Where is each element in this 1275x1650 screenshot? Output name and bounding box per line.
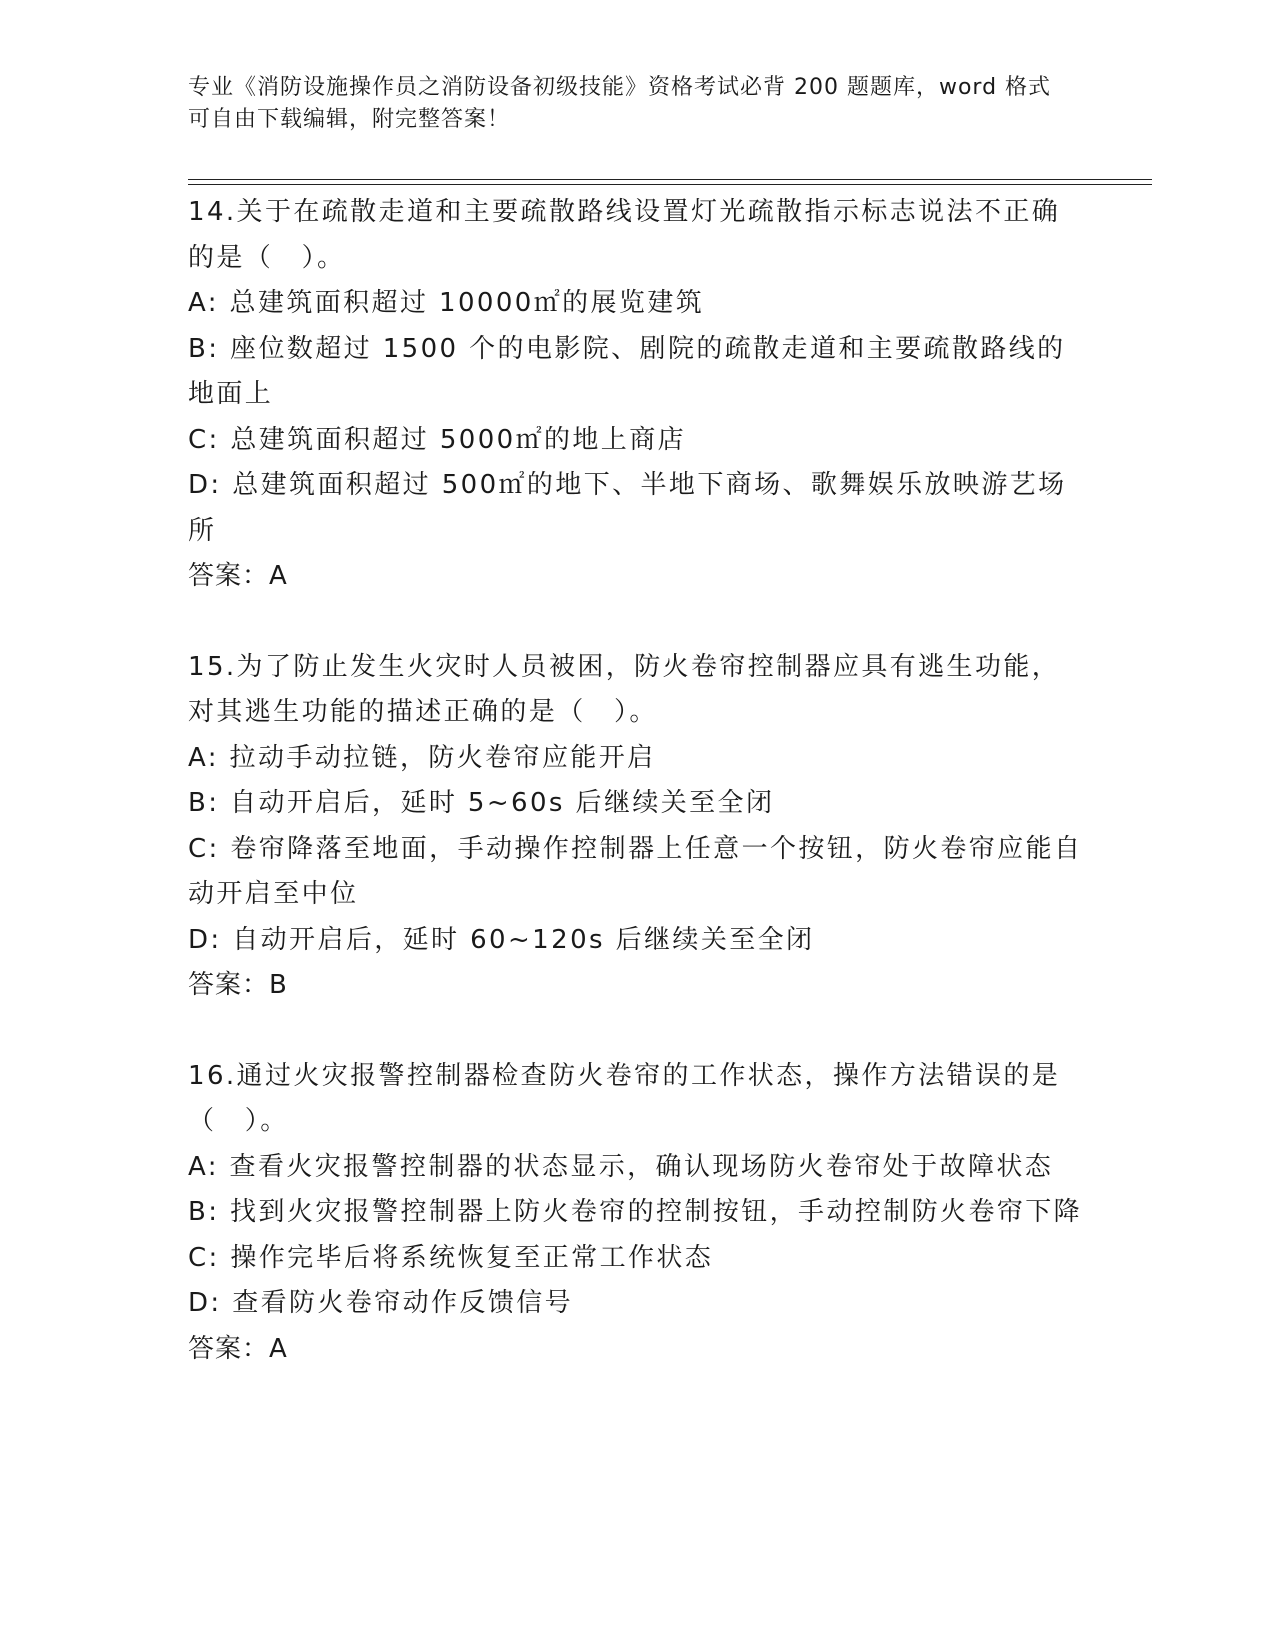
header-divider-bottom (188, 184, 1152, 185)
question-stem: 16.通过火灾报警控制器检查防火卷帘的工作状态，操作方法错误的是（ ）。 (188, 1060, 1061, 1136)
answer: 答案：A (188, 1333, 288, 1364)
option-b: B: 座位数超过 1500 个的电影院、剧院的疏散走道和主要疏散路线的地面上 (188, 333, 1066, 409)
question-15 (188, 645, 1088, 1009)
option-b: B: 找到火灾报警控制器上防火卷帘的控制按钮，手动控制防火卷帘下降 (188, 1197, 1083, 1227)
option-c: C: 操作完毕后将系统恢复至正常工作状态 (188, 1242, 714, 1273)
question-stem: 14.关于在疏散走道和主要疏散路线设置灯光疏散指示标志说法不正确的是（ ）。 (188, 197, 1061, 273)
option-a: A: 查看火灾报警控制器的状态显示，确认现场防火卷帘处于故障状态 (188, 1151, 1054, 1182)
question-list (188, 190, 1088, 1372)
option-d: D: 查看防火卷帘动作反馈信号 (188, 1288, 574, 1318)
header-title: 专业《消防设施操作员之消防设备初级技能》资格考试必背 200 题题库，word 格式可自由下载编辑，附完整答案！ (188, 75, 1052, 132)
option-d: D: 自动开启后，延时 60~120s 后继续关至全闭 (188, 924, 815, 955)
option-a: A: 总建筑面积超过 10000㎡的展览建筑 (188, 288, 705, 318)
answer: 答案：A (188, 561, 288, 591)
option-a: A: 拉动手动拉链，防火卷帘应能开启 (188, 742, 656, 773)
question-14 (188, 190, 1088, 600)
question-16 (188, 1054, 1088, 1373)
document-header (188, 72, 1068, 136)
header-divider-top (188, 179, 1152, 180)
answer: 答案：B (188, 970, 288, 1000)
option-d: D: 总建筑面积超过 500㎡的地下、半地下商场、歌舞娱乐放映游艺场所 (188, 470, 1067, 546)
question-stem: 15.为了防止发生火灾时人员被困，防火卷帘控制器应具有逃生功能，对其逃生功能的描述正确的是（ ）。 (188, 651, 1061, 727)
option-b: B: 自动开启后，延时 5~60s 后继续关至全闭 (188, 788, 775, 818)
option-c: C: 总建筑面积超过 5000㎡的地上商店 (188, 424, 687, 455)
option-c: C: 卷帘降落至地面，手动操作控制器上任意一个按钮，防火卷帘应能自动开启至中位 (188, 833, 1083, 909)
